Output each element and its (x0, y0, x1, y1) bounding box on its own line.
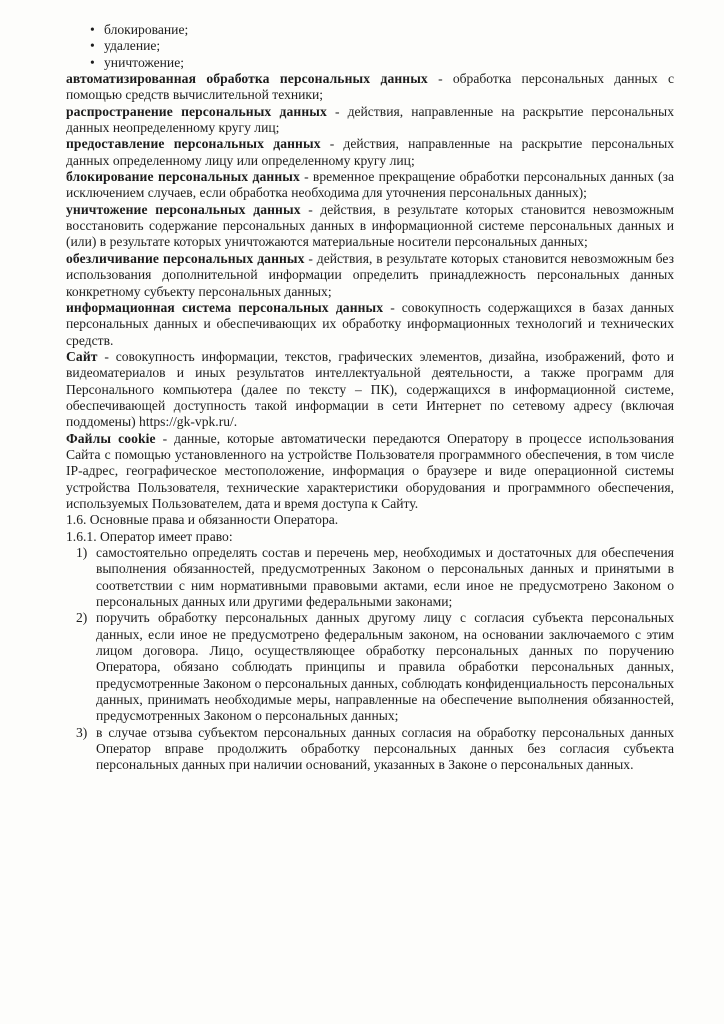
section-heading: 1.6. Основные права и обязанности Оператора. (66, 512, 339, 528)
definition (66, 71, 674, 104)
definition (66, 202, 674, 251)
item-text: самостоятельно определять состав и перечень мер, необходимых и достаточных для обеспечения выполнения обязанностей, предусмотренных Законом о персональных данных и принятыми в соответствии с ним нормативными правовыми актами, если иное не предусмотрено Законом о персональных данных или другими федеральными законами; (96, 545, 674, 610)
definition-term: предоставление персональных данных (66, 136, 321, 152)
subsection-heading: 1.6.1. Оператор имеет право: (66, 528, 233, 544)
definition-term: уничтожение персональных данных (66, 201, 301, 217)
definition-term: Сайт (66, 348, 98, 364)
rights-list (76, 545, 674, 774)
definition (66, 300, 674, 349)
definition-text: - действия, направленные на раскрытие персональных данных определенному лицу или определенному кругу лиц; (66, 136, 675, 168)
definition-text: - обработка персональных данных с помощью средств вычислительной техники; (66, 71, 674, 103)
definition-term: информационная система персональных данных (66, 299, 384, 315)
definition-term: блокирование персональных данных (66, 169, 300, 185)
bullet-list (90, 22, 674, 71)
definition-term: распространение персональных данных (66, 103, 327, 119)
definition-text: - временное прекращение обработки персональных данных (за исключением случаев, если обработка необходима для уточнения персональных данных); (66, 169, 674, 201)
definition (66, 104, 674, 137)
definition (66, 169, 674, 202)
definition-text: - действия, направленные на раскрытие персональных данных неопределенному кругу лиц; (66, 103, 674, 136)
definition-text: - действия, в результате которых становится невозможным без использования дополнительной информации определить принадлежность персональных данных конкретному субъекту персональных данных; (66, 250, 674, 299)
item-number: 1) (76, 545, 88, 560)
definition-term: Файлы cookie (66, 430, 156, 446)
list-item (76, 725, 674, 774)
definition (66, 431, 674, 513)
definition-term: обезличивание персональных данных (66, 250, 305, 266)
definition-text: - данные, которые автоматически передаются Оператору в процессе использования Сайта с помощью установленного на устройстве Пользователя программного обеспечения, в том числе IP-адрес, географическое местоположение, информация о браузере и виде операционной системы устройства Пользователя, технические характеристики оборудования и программного обеспечения, используемых Пользователем, дата и время доступа к Сайту. (66, 430, 674, 511)
definition (66, 136, 674, 169)
item-number: 3) (76, 724, 88, 740)
item-text: поручить обработку персональных данных другому лицу с согласия субъекта персональных данных, если иное не предусмотрено федеральным законом, на основании заключаемого с этим лицом договора. Лицо, осуществляющее обработку персональных данных по поручению Оператора, обязано соблюдать принципы и правила обработки персональных данных, предусмотренные Законом о персональных данных, соблюдать конфиденциальность персональных данных, принимать необходимые меры, направленные на обеспечение выполнения обязанностей, предусмотренных Законом о персональных данных; (96, 610, 674, 724)
item-text: в случае отзыва субъектом персональных данных согласия на обработку персональных данных Оператор вправе продолжить обработку персональных данных без согласия субъекта персональных данных при наличии оснований, указанных в Законе о персональных данных. (96, 724, 674, 773)
definition-text: - действия, в результате которых становится невозможным восстановить содержание персональных данных в информационной системе персональных данных и (или) в результате которых уничтожаются материальные носители персональных данных; (66, 201, 674, 250)
definition (66, 251, 674, 300)
item-number: 2) (76, 610, 88, 626)
definition (66, 349, 674, 431)
list-item (76, 610, 674, 724)
definition-text: - совокупность информации, текстов, графических элементов, дизайна, изображений, фото и видеоматериалов и иных результатов интеллектуальной деятельности, а также программ для Персонального компьютера (далее по тексту – ПК), содержащихся в информационной системе, обеспечивающей доступность такой информации в сети Интернет по сетевому адресу (включая поддомены) https://gk-vpk.ru/. (66, 348, 674, 430)
list-item (76, 545, 674, 610)
definition-term: автоматизированная обработка персональных данных (66, 71, 428, 87)
list-item: • удаление; (90, 38, 674, 54)
definition-text: - совокупность содержащихся в базах данных персональных данных и обеспечивающих их обработку информационных технологий и технических средств. (66, 299, 674, 348)
list-item: • уничтожение; (90, 55, 674, 71)
list-item: • блокирование; (90, 22, 674, 38)
